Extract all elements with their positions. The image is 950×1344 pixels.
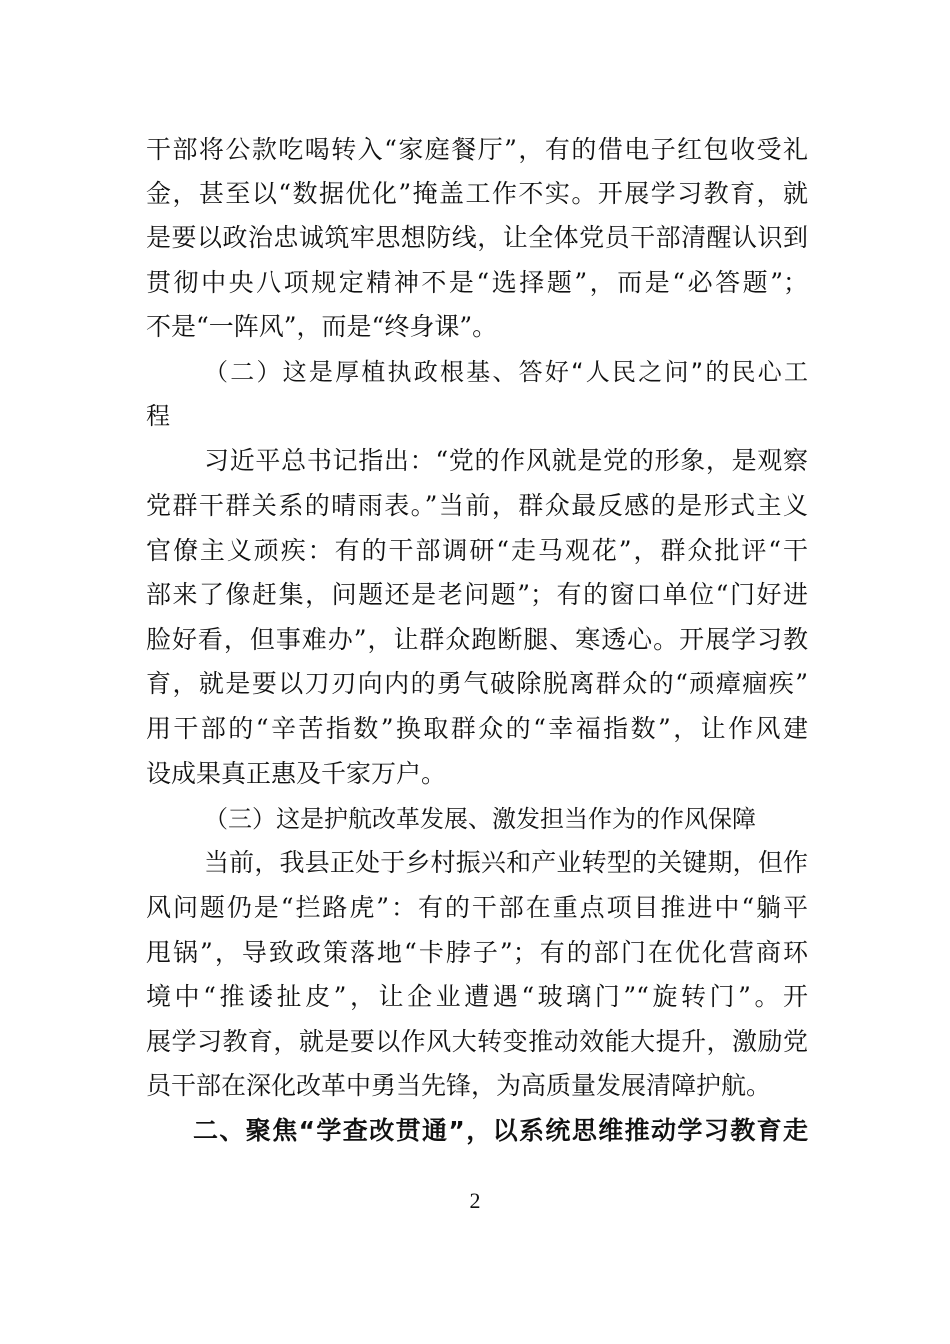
paragraph-3-line-2: 风问题仍是“拦路虎”：有的干部在重点项目推进中“躺平 [146,893,808,922]
paragraph-1-line-1: 干部将公款吃喝转入“家庭餐厅”，有的借电子红包收受礼 [146,135,808,164]
paragraph-3-line-5: 展学习教育，就是要以作风大转变推动效能大提升，激励党 [146,1027,808,1056]
part-2-heading: 二、聚焦“学查改贯通”，以系统思维推动学习教育走 [193,1116,808,1145]
paragraph-2-line-7: 用干部的“辛苦指数”换取群众的“幸福指数”，让作风建 [146,714,808,743]
section-2-heading-line-1: （二）这是厚植执政根基、答好“人民之问”的民心工 [204,358,808,386]
paragraph-2-line-1: 习近平总书记指出：“党的作风就是党的形象，是观察 [204,446,808,475]
paragraph-2-line-5: 脸好看，但事难办”，让群众跑断腿、寒透心。开展学习教 [146,625,808,654]
paragraph-1-line-4: 贯彻中央八项规定精神不是“选择题”，而是“必答题”； [146,268,808,297]
section-3-heading: （三）这是护航改革发展、激发担当作为的作风保障 [204,805,756,833]
paragraph-2-line-4: 部来了像赶集，问题还是老问题”；有的窗口单位“门好进 [146,580,808,609]
paragraph-1-line-2: 金，甚至以“数据优化”掩盖工作不实。开展学习教育，就 [146,179,808,208]
paragraph-2-line-6: 育，就是要以刀刃向内的勇气破除脱离群众的“顽瘴痼疾” [146,669,808,698]
paragraph-2-line-3: 官僚主义顽疾：有的干部调研“走马观花”，群众批评“干 [146,536,808,565]
section-2-heading-line-2: 程 [146,402,170,430]
paragraph-1-line-3: 是要以政治忠诚筑牢思想防线，让全体党员干部清醒认识到 [146,223,808,252]
paragraph-3-line-4: 境中“推诿扯皮”，让企业遭遇“玻璃门”“旋转门”。开 [146,982,808,1011]
page-number: 2 [469,1188,481,1213]
paragraph-3-line-3: 甩锅”，导致政策落地“卡脖子”；有的部门在优化营商环 [146,938,808,967]
paragraph-2-line-8: 设成果真正惠及千家万户。 [146,759,447,788]
paragraph-1-line-5: 不是“一阵风”，而是“终身课”。 [146,312,498,341]
paragraph-3-line-1: 当前，我县正处于乡村振兴和产业转型的关键期，但作 [204,848,808,877]
paragraph-2-line-2: 党群干群关系的晴雨表。”当前，群众最反感的是形式主义 [146,491,808,520]
paragraph-3-line-6: 员干部在深化改革中勇当先锋，为高质量发展清障护航。 [146,1071,772,1100]
